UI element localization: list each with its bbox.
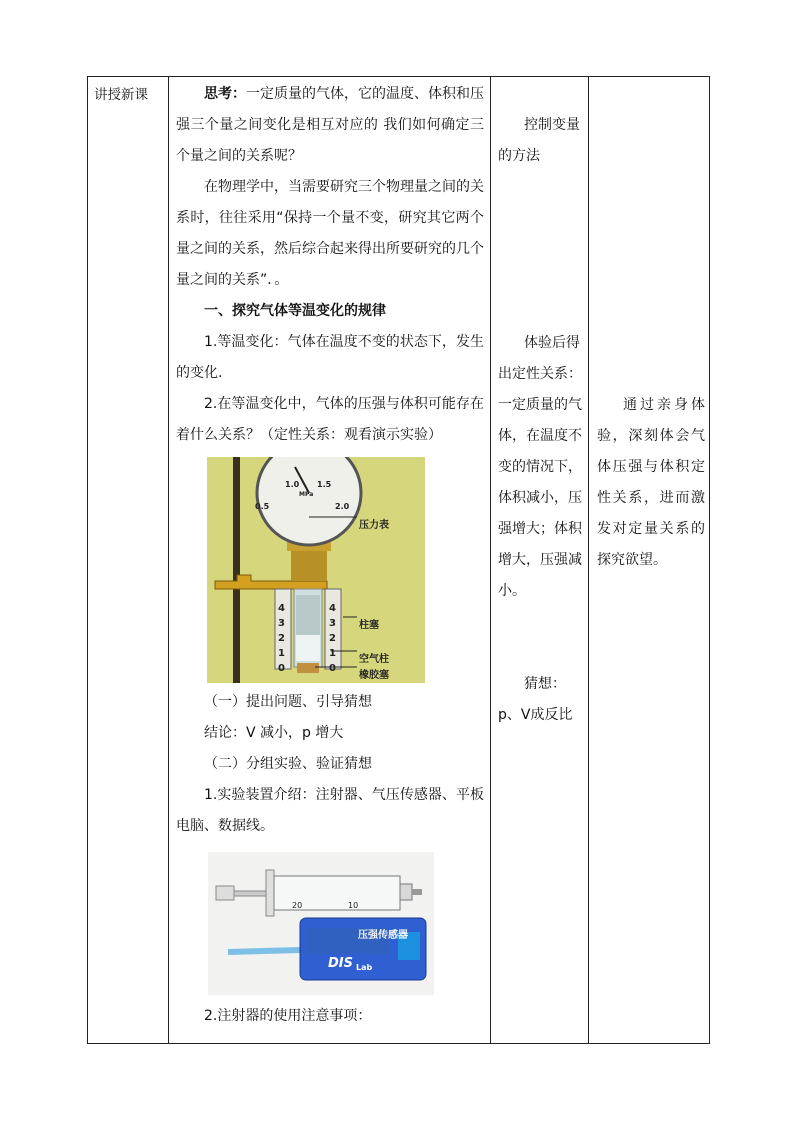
air-column-label: 空气柱 [359, 654, 389, 665]
think-text: 一定质量的气体，它的温度、体积和压强三个量之间变化是相互对应的 我们如何确定三个量之间的关系呢？ [176, 86, 484, 164]
sensor-figure [208, 852, 434, 995]
scale-right-1: 1 [329, 648, 336, 659]
dial-label-3: 2.0 [335, 502, 350, 511]
syringe-mark-10: 10 [348, 901, 359, 910]
gauge-label: 压力表 [359, 520, 389, 531]
subheading-experiment: （二）分组实验、验证猜想 [204, 756, 372, 772]
think-heading: 思考： [204, 86, 246, 102]
observation-note: 体验后得出定性关系：一定质量的气体，在温度不变的情况下，体积减小，压强增大；体积增大，压强减小。 [498, 335, 582, 599]
lesson-table [87, 76, 710, 1044]
brand-sub: Lab [356, 963, 373, 972]
scale-left-0: 0 [278, 663, 285, 674]
stopper-label: 橡胶塞 [359, 670, 389, 681]
scale-right-0: 0 [329, 663, 336, 674]
content-body [169, 77, 490, 1032]
item-syringe-notes: 2.注射器的使用注意事项： [204, 1008, 372, 1024]
section-label-cell [88, 77, 169, 1044]
section-heading: 一、探究气体等温变化的规律 [204, 303, 386, 319]
item-relation: 2.在等温变化中，气体的压强与体积可能存在着什么关系？（定性关系：观看演示实验） [176, 396, 484, 443]
dial-label-1: 1.0 [285, 480, 300, 489]
apparatus-drawing [207, 457, 425, 683]
item-equipment: 1.实验装置介绍：注射器、气压传感器、平板电脑、数据线。 [176, 787, 484, 834]
scale-right-3: 3 [329, 618, 336, 629]
think-paragraph [176, 79, 484, 172]
scale-left-3: 3 [278, 618, 285, 629]
section-label: 讲授新课 [94, 87, 148, 103]
subheading-question: （一）提出问题、引导猜想 [204, 694, 372, 710]
scale-right-2: 2 [329, 633, 336, 644]
purpose-text: 通过亲身体验，深刻体会气体压强与体积定性关系，进而激发对定量关系的探究欲望。 [597, 397, 705, 568]
dial-unit: MPa [299, 491, 314, 498]
syringe-mark-20: 20 [292, 901, 303, 910]
scale-left-4: 4 [278, 603, 285, 614]
scale-right-4: 4 [329, 603, 336, 614]
conclusion-text: 结论：V 减小，p 增大 [204, 725, 344, 741]
scale-left-1: 1 [278, 648, 285, 659]
plunger-label: 柱塞 [359, 620, 379, 631]
item-isothermal: 1.等温变化：气体在温度不变的状态下，发生的变化. [176, 334, 484, 381]
dial-label-2: 1.5 [317, 480, 332, 489]
apparatus-figure [207, 457, 425, 683]
brand-logo: DIS [328, 956, 353, 971]
purpose-column [589, 77, 709, 576]
method-paragraph: 在物理学中，当需要研究三个物理量之间的关系时，往往采用“保持一个量不变，研究其它两个量之间的关系，然后综合起来得出所要研究的几个量之间的关系”．。 [176, 179, 484, 288]
purpose-cell [589, 77, 710, 1044]
sensor-label: 压强传感器 [358, 930, 408, 941]
content-cell [169, 77, 491, 1044]
hypothesis-note: 猜想：p、V成反比 [498, 676, 573, 723]
dial-label-0: 0.5 [255, 502, 270, 511]
method-column [491, 77, 588, 731]
scale-left-2: 2 [278, 633, 285, 644]
method-note: 控制变量的方法 [498, 117, 580, 164]
method-cell [491, 77, 589, 1044]
